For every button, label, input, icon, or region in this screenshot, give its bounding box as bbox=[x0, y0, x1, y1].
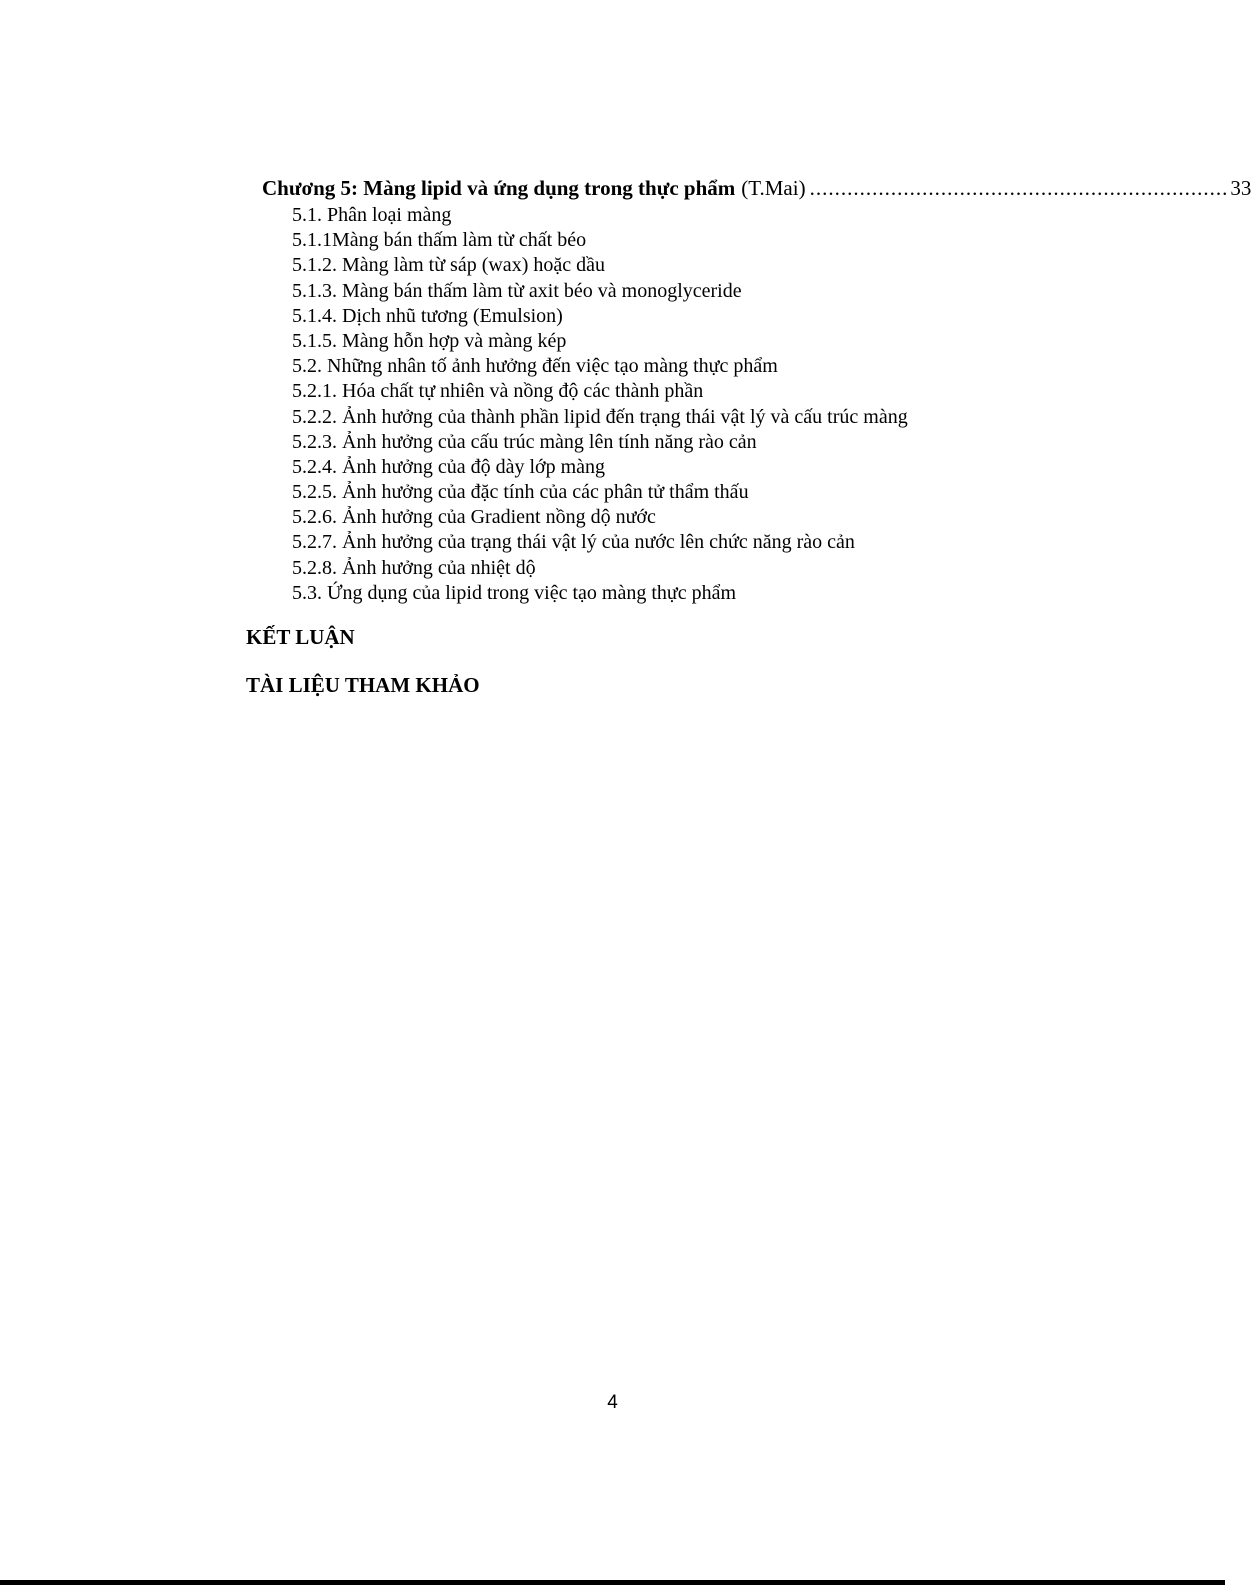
toc-item: 5.2.8. Ảnh hưởng của nhiệt dộ bbox=[292, 556, 536, 579]
bottom-edge-bar bbox=[0, 1580, 1225, 1585]
toc-item: 5.2.7. Ảnh hưởng của trạng thái vật lý của nước lên chức năng rào cản bbox=[292, 531, 855, 554]
toc-item: 5.1.2. Màng làm từ sáp (wax) hoặc dầu bbox=[292, 254, 605, 277]
toc-subsection-list bbox=[292, 203, 908, 606]
toc-item: 5.2.2. Ảnh hưởng của thành phần lipid đến trạng thái vật lý và cấu trúc màng bbox=[292, 405, 908, 428]
conclusion-heading: KẾT LUẬN bbox=[246, 625, 355, 649]
toc-item: 5.1.4. Dịch nhũ tương (Emulsion) bbox=[292, 304, 563, 327]
toc-item: 5.2.6. Ảnh hưởng của Gradient nồng dộ nước bbox=[292, 506, 656, 529]
toc-item: 5.1.3. Màng bán thấm làm từ axit béo và monoglyceride bbox=[292, 279, 742, 302]
toc-item: 5.2.5. Ảnh hưởng của đặc tính của các phân tử thẩm thấu bbox=[292, 481, 749, 504]
dot-leader: ................................................................... bbox=[809, 176, 1229, 200]
page-number: 4 bbox=[607, 1392, 618, 1413]
chapter-page-number: 33 bbox=[1230, 176, 1251, 200]
toc-item: 5.2. Những nhân tố ảnh hưởng đến việc tạo màng thực phẩm bbox=[292, 355, 778, 378]
toc-item: 5.1.5. Màng hỗn hợp và màng kép bbox=[292, 329, 567, 352]
chapter-author: (T.Mai) bbox=[741, 176, 806, 200]
toc-item: 5.2.4. Ảnh hưởng của độ dày lớp màng bbox=[292, 455, 606, 478]
chapter-title: Chương 5: Màng lipid và ứng dụng trong thực phẩm bbox=[262, 176, 736, 200]
references-heading: TÀI LIỆU THAM KHẢO bbox=[246, 673, 480, 697]
toc-item: 5.2.1. Hóa chất tự nhiên và nồng độ các thành phần bbox=[292, 380, 704, 403]
toc-item: 5.1. Phân loại màng bbox=[292, 204, 452, 226]
toc-item: 5.3. Ứng dụng của lipid trong việc tạo màng thực phẩm bbox=[292, 581, 737, 604]
toc-item: 5.1.1Màng bán thấm làm từ chất béo bbox=[292, 229, 587, 252]
toc-item: 5.2.3. Ảnh hưởng của cấu trúc màng lên tính năng rào cản bbox=[292, 430, 757, 453]
toc-chapter-entry bbox=[262, 176, 1251, 204]
